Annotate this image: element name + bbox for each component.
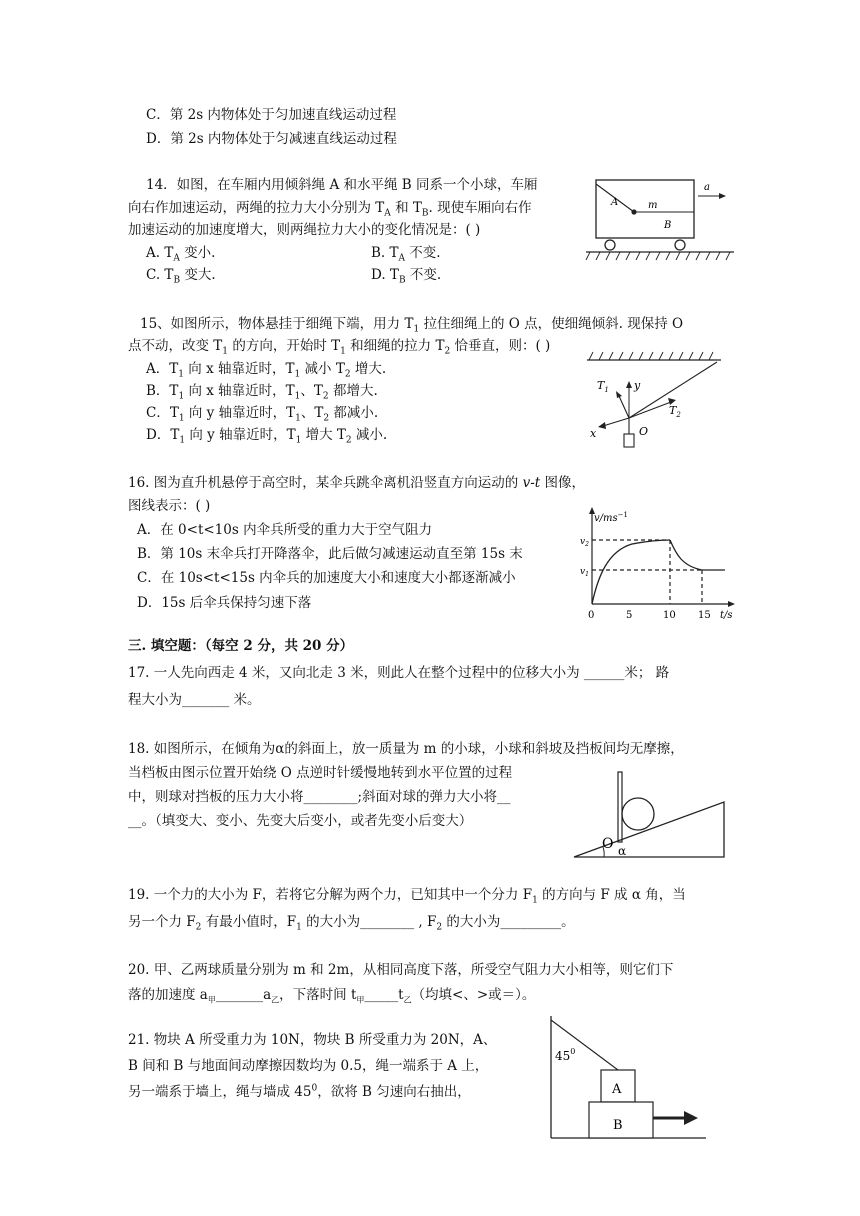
q14-stem-line3: 加速运动的加速度增大，则两绳拉力大小的变化情况是：( ) [128, 222, 481, 238]
svg-text:a: a [704, 182, 710, 193]
svg-text:5: 5 [626, 610, 633, 621]
q14-option-d: D. $T_B$ 不变. [371, 267, 442, 286]
q19-line2: 另一个力 $F_2$ 有最小值时，$F_1$ 的大小为________ , $F_2$ 的大小为_________。 [128, 914, 575, 933]
svg-text:v/ms−1: $v/ms^{-1}$ [594, 511, 628, 524]
svg-text:m: m [648, 200, 658, 211]
svg-text:A: A [611, 197, 619, 208]
q16-option-a: A．在 0<t<10s 内伞兵所受的重力大于空气阻力 [137, 522, 433, 538]
svg-text:v1: $v_1$ [580, 567, 589, 578]
svg-text:O: O [639, 425, 649, 438]
q16-option-d: D．15s 后伞兵保持匀速下落 [137, 595, 312, 611]
svg-text:y: y [634, 379, 641, 392]
q21-line2: B 间和 B 与地面间动摩擦因数均为 0.5，绳一端系于 A 上， [128, 1058, 489, 1074]
q20-line1: 20. 甲、乙两球质量分别为 m 和 2m，从相同高度下落，所受空气阻力大小相等，则它们下 [128, 962, 674, 978]
svg-text:t/s: t/s [720, 610, 733, 621]
q15-option-d: D．$T_1$ 向 y 轴靠近时，$T_1$ 增大 $T_2$ 减小. [146, 427, 388, 446]
q15-option-c: C．$T_1$ 向 y 轴靠近时，$T_1$、$T_2$ 都减小. [146, 405, 379, 424]
svg-text:450: $45^0$ [555, 1047, 576, 1063]
svg-text:B: B [664, 220, 672, 231]
q15-stem-line1: 15、如图所示，物体悬挂于细绳下端，用力 $T_1$ 拉住细绳上的 O 点，使细绳倾斜. 现保持 O [140, 316, 684, 335]
svg-text:v2: $v_2$ [580, 537, 589, 548]
svg-text:T2: $T_2$ [669, 404, 681, 419]
svg-text:x: x [590, 427, 597, 440]
q14-stem-line1: 14．如图，在车厢内用倾斜绳 A 和水平绳 B 同系一个小球，车厢 [146, 177, 538, 193]
q14-cart-figure [586, 174, 736, 270]
q21-block-figure [546, 1014, 712, 1142]
svg-text:α: α [618, 844, 627, 858]
q21-line3: 另一端系于墙上，绳与墙成 $45^0$，欲将 B 匀速向右抽出， [128, 1083, 471, 1100]
q15-option-b: B．$T_1$ 向 x 轴靠近时，$T_1$、$T_2$ 都增大. [146, 383, 378, 402]
q18-line2: 当档板由图示位置开始绕 O 点逆时针缓慢地转到水平位置的过程 [128, 765, 513, 781]
q15-stem-line2: 点不动，改变 $T_1$ 的方向，开始时 $T_1$ 和细绳的拉力 $T_2$ 恰垂直，则：( ) [128, 338, 551, 357]
q14-option-b: B. $T_A$ 不变. [371, 245, 441, 264]
q15-option-a: A．$T_1$ 向 x 轴靠近时，$T_1$ 减小 $T_2$ 增大. [146, 361, 387, 380]
q18-incline-figure [568, 768, 740, 860]
q15-force-figure [585, 358, 725, 454]
q13-option-c: C．第 2s 内物体处于匀加速直线运动过程 [146, 107, 397, 123]
svg-text:T1: $T_1$ [597, 379, 609, 394]
q18-line3: 中，则球对挡板的压力大小将________;斜面对球的弹力大小将__ [128, 789, 511, 805]
q16-option-b: B．第 10s 末伞兵打开降落伞，此后做匀减速运动直至第 15s 末 [137, 546, 523, 562]
svg-text:B: B [613, 1118, 623, 1133]
svg-text:A: A [612, 1082, 622, 1097]
q18-line1: 18. 如图所示，在倾角为α的斜面上，放一质量为 m 的小球，小球和斜坡及挡板间均无摩擦， [128, 741, 684, 757]
svg-text:10: 10 [663, 610, 676, 621]
q19-line1: 19. 一个力的大小为 F，若将它分解为两个力，已知其中一个分力 $F_1$ 的方向与 F 成 α 角，当 [128, 887, 686, 906]
q16-option-c: C．在 10s<t<15s 内伞兵的加速度大小和速度大小都逐渐减小 [137, 570, 516, 586]
q17-line2: 程大小为_______ 米。 [128, 692, 261, 708]
q20-line2: 落的加速度 $a_甲\_\_\_\_\_\_\_a_乙$，下落时间 $t_甲\_\_\_\_\_t_乙$（均填<、>或＝）。 [128, 987, 536, 1005]
q14-stem-line2: 向右作加速运动，两绳的拉力大小分别为 $T_A$ 和 $T_B$. 现使车厢向右作 [128, 200, 532, 219]
svg-text:O: O [602, 836, 614, 852]
q18-line4: __。（填变大、变小、先变大后变小，或者先变小后变大） [128, 813, 473, 829]
q16-stem-line1: 16. 图为直升机悬停于高空时，某伞兵跳伞离机沿竖直方向运动的 v-t 图像， [128, 475, 585, 491]
section-3-heading: 三. 填空题：（每空 2 分，共 20 分） [128, 638, 354, 654]
q21-line1: 21. 物块 A 所受重力为 10N，物块 B 所受重力为 20N，A、 [128, 1032, 497, 1048]
q16-stem-line2: 图线表示：( ) [128, 498, 211, 514]
q17-line1: 17. 一人先向西走 4 米，又向北走 3 米，则此人在整个过程中的位移大小为 ______米； 路 [128, 665, 670, 681]
q16-vt-graph [578, 506, 738, 626]
svg-text:0: 0 [588, 610, 595, 621]
q14-option-a: A. $T_A$ 变小. [146, 245, 216, 264]
q14-option-c: C. $T_B$ 变大. [146, 267, 216, 286]
q13-option-d: D．第 2s 内物体处于匀减速直线运动过程 [146, 131, 397, 147]
svg-text:15: 15 [698, 610, 711, 621]
